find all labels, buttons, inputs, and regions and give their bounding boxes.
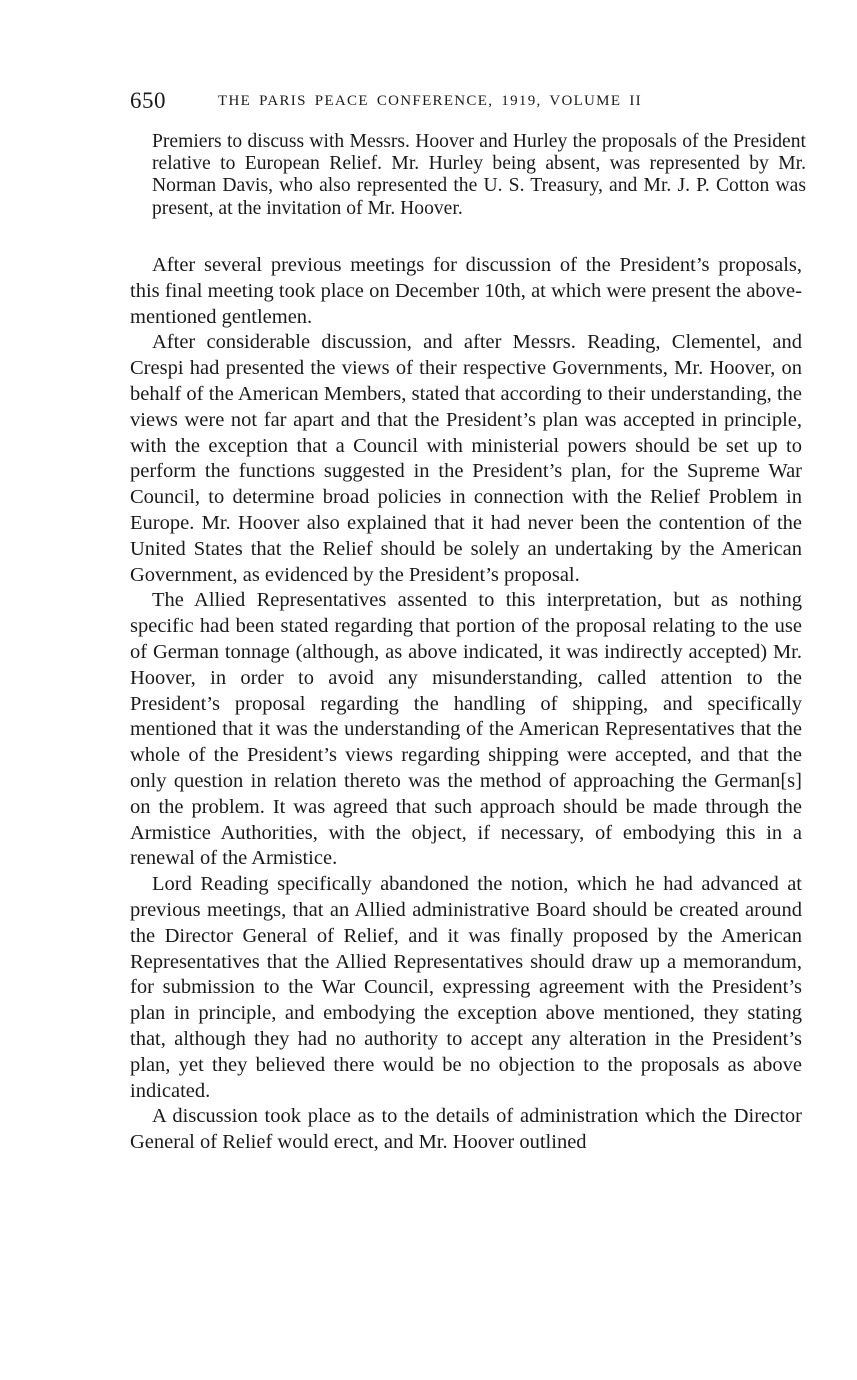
running-header xyxy=(130,88,810,118)
paragraph: The Allied Representatives assented to this interpretation, but as nothing specific had been stated regarding that portion of the proposal relating to the use of German tonnage (although, as above indicated, it was indirectly accepted) Mr. Hoover, in order to avoid any misunderstanding, called attention to the President’s proposal regarding the handling of shipping, and specifically mentioned that it was the understanding of the American Representatives that the whole of the President’s views regarding shipping were accepted, and that the only question in relation thereto was the method of approaching the German[s] on the problem. It was agreed that such approach should be made through the Armistice Authorities, with the object, if necessary, of embodying this in a renewal of the Armistice. xyxy=(130,589,802,870)
paragraph: After considerable discussion, and after Messrs. Reading, Clementel, and Crespi had presented the views of their respective Governments, Mr. Hoover, on behalf of the American Members, stated that according to their understanding, the views were not far apart and that the President’s plan was accepted in principle, with the exception that a Council with ministerial powers should be set up to perform the functions suggested in the President’s plan, for the Supreme War Council, to determine broad policies in connection with the Relief Problem in Europe. Mr. Hoover also explained that it had never been the contention of the United States that the Relief should be solely an undertaking by the American Government, as evidenced by the President’s proposal. xyxy=(130,331,802,586)
body-text xyxy=(130,253,802,1156)
paragraph: A discussion took place as to the details of administration which the Director General of Relief would erect, and Mr. Hoover outlined xyxy=(130,1105,802,1154)
paragraph: Lord Reading specifically abandoned the notion, which he had advanced at previous meetings, that an Allied administrative Board should be created around the Director General of Relief, and it was finally proposed by the American Representatives that the Allied Representatives should draw up a memorandum, for submission to the War Council, expressing agreement with the President’s plan in principle, and embodying the exception above mentioned, they stating that, although they had no authority to accept any alteration in the President’s plan, yet they believed there would be no objection to the proposals as above indicated. xyxy=(130,873,802,1102)
page-number: 650 xyxy=(130,88,166,113)
paragraph: After several previous meetings for discussion of the President’s proposals, this final meeting took place on December 10th, at which were present the above-mentioned gentlemen. xyxy=(130,254,802,328)
quoted-paragraph: Premiers to discuss with Messrs. Hoover and Hurley the proposals of the President relative to European Relief. Mr. Hurley being absent, was represented by Mr. Norman Davis, who also represented the U. S. Treasury, and Mr. J. P. Cotton was present, at the invitation of Mr. Hoover. xyxy=(152,131,806,219)
running-title: THE PARIS PEACE CONFERENCE, 1919, VOLUME II xyxy=(218,93,642,109)
